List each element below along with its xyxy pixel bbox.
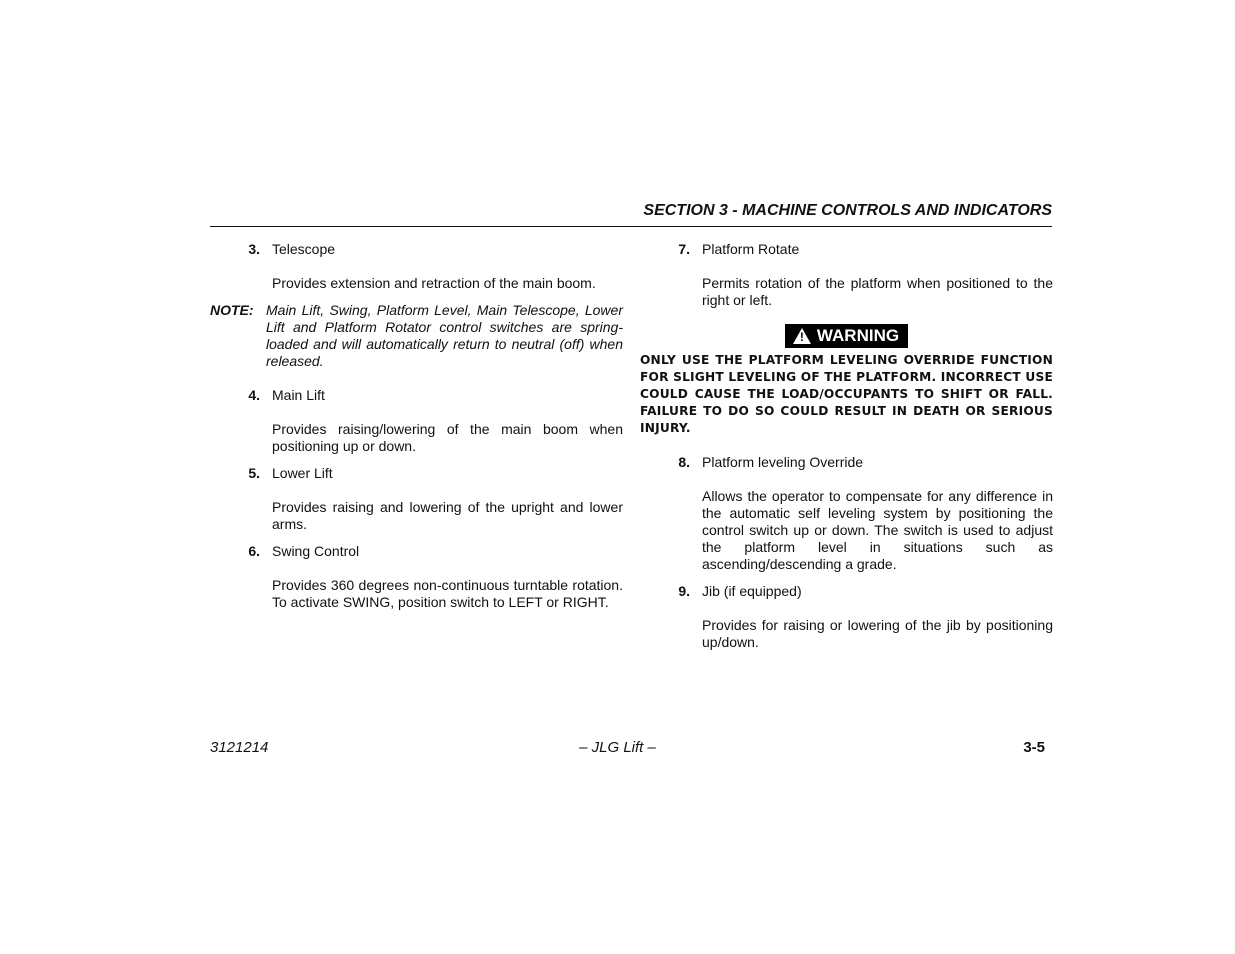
item-number: 5. xyxy=(248,465,260,481)
list-item-platform-rotate xyxy=(640,241,1053,309)
item-number: 9. xyxy=(678,583,690,599)
item-title: Telescope xyxy=(272,241,336,257)
item-description: Provides extension and retraction of the main boom. xyxy=(272,275,596,291)
right-column xyxy=(640,241,1053,661)
note-block xyxy=(210,302,623,370)
warning-header xyxy=(640,324,1053,348)
item-title: Jib (if equipped) xyxy=(702,583,802,599)
list-item-swing-control xyxy=(210,543,623,611)
warning-label: WARNING xyxy=(816,326,900,345)
list-item-jib xyxy=(640,583,1053,651)
item-description: Permits rotation of the platform when positioned to the right or left. xyxy=(702,275,1053,308)
footer-page-number: 3-5 xyxy=(1023,739,1045,756)
list-item-lower-lift xyxy=(210,465,623,533)
item-title: Lower Lift xyxy=(272,465,333,481)
note-label: NOTE: xyxy=(210,302,254,318)
item-number: 8. xyxy=(678,454,690,470)
item-title: Swing Control xyxy=(272,543,360,559)
item-number: 6. xyxy=(248,543,260,559)
footer-doc-number: 3121214 xyxy=(210,739,269,756)
list-item-telescope xyxy=(210,241,623,292)
footer-brand: – JLG Lift – xyxy=(579,739,656,756)
item-description: Provides raising/lowering of the main boom when positioning up or down. xyxy=(272,421,623,454)
item-title: Platform leveling Override xyxy=(702,454,864,470)
item-description: Allows the operator to compensate for any difference in the automatic self leveling system by positioning the control switch up or down. The switch is used to adjust the platform level in situations such as ascending/descending a grade. xyxy=(702,488,1053,572)
header-divider xyxy=(210,226,1052,227)
note-text: Main Lift, Swing, Platform Level, Main Telescope, Lower Lift and Platform Rotator control switches are spring-loaded and will automatically return to neutral (off) when released. xyxy=(266,302,623,369)
list-item-main-lift xyxy=(210,387,623,455)
warning-text: ONLY USE THE PLATFORM LEVELING OVERRIDE FUNCTION FOR SLIGHT LEVELING OF THE PLATFORM. INCORRECT USE COULD CAUSE THE LOAD/OCCUPANTS TO SHIFT OR FALL. FAILURE TO DO SO COULD RESULT IN DEATH OR SERIOUS INJURY. xyxy=(640,353,1053,435)
item-description: Provides for raising or lowering of the jib by positioning up/down. xyxy=(702,617,1053,650)
item-number: 4. xyxy=(248,387,260,403)
item-number: 7. xyxy=(678,241,690,257)
item-title: Platform Rotate xyxy=(702,241,800,257)
warning-triangle-icon: ! xyxy=(793,328,811,344)
warning-badge xyxy=(785,324,908,348)
item-number: 3. xyxy=(248,241,260,257)
item-title: Main Lift xyxy=(272,387,325,403)
list-item-platform-leveling-override xyxy=(640,454,1053,573)
item-description: Provides 360 degrees non-continuous turntable rotation. To activate SWING, position switch to LEFT or RIGHT. xyxy=(272,577,623,610)
section-title: SECTION 3 - MACHINE CONTROLS AND INDICATORS xyxy=(643,202,1052,219)
item-description: Provides raising and lowering of the upright and lower arms. xyxy=(272,499,623,532)
left-column xyxy=(210,241,623,621)
